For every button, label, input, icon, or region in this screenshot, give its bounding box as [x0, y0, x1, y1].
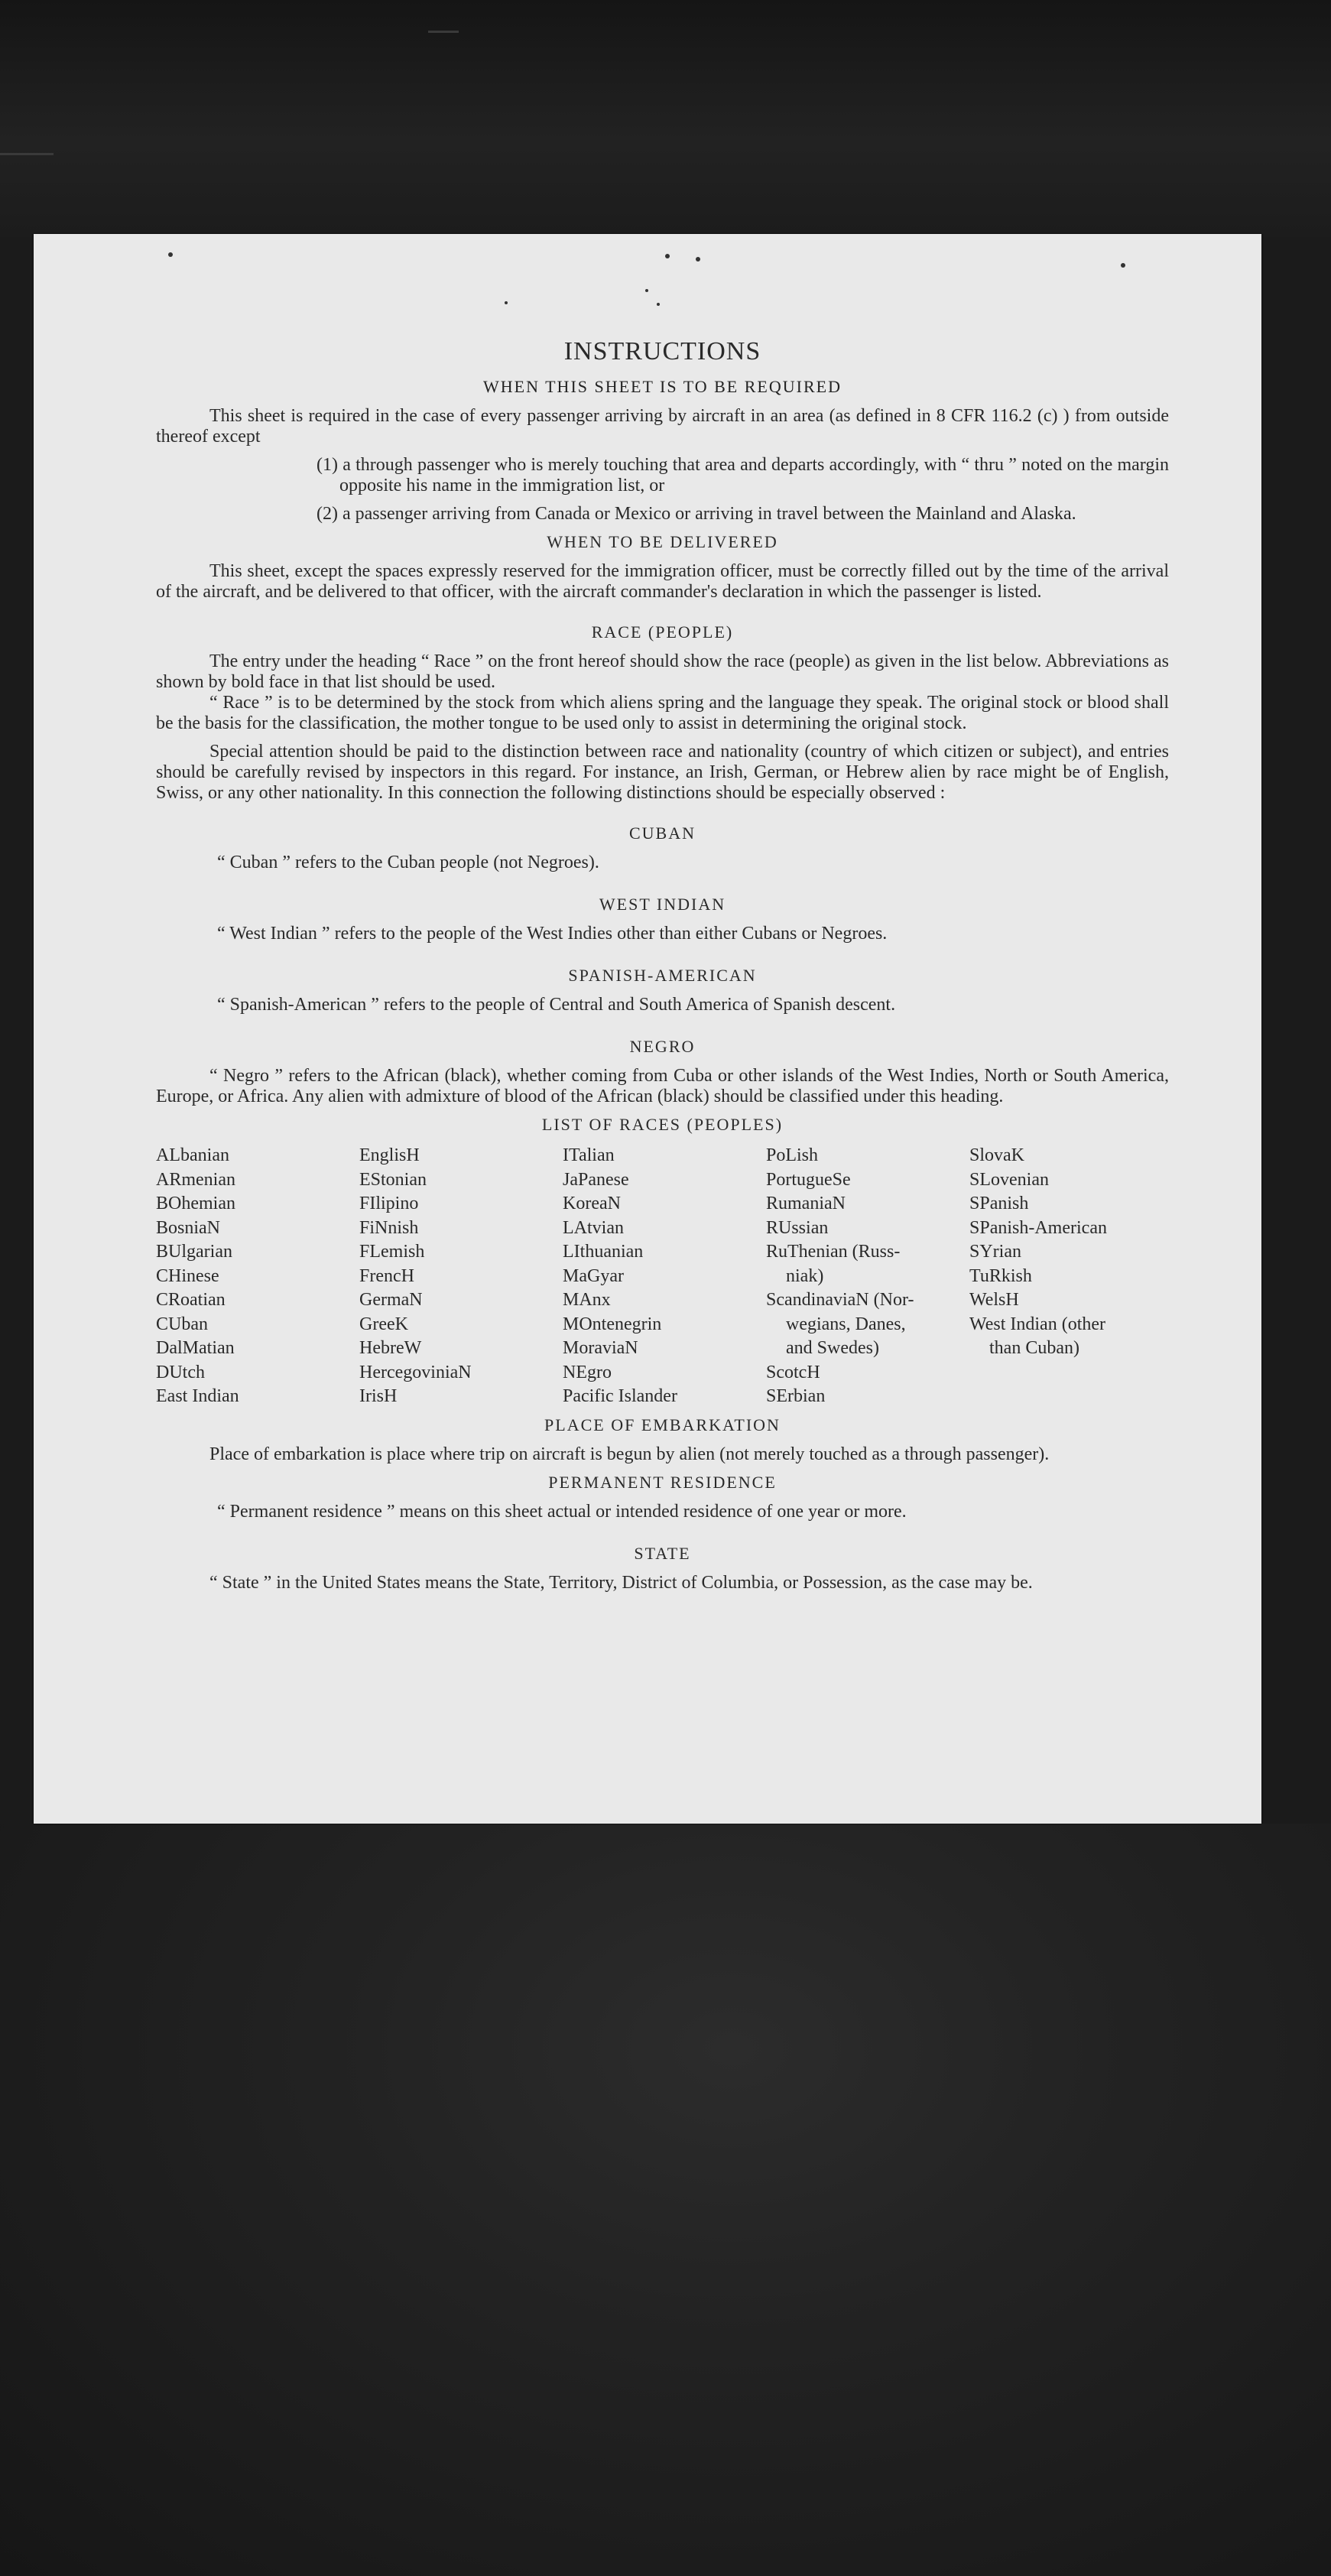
race-list-item: PoLish: [766, 1145, 819, 1165]
speck: [665, 254, 670, 258]
race-list-item: CRoatian: [156, 1290, 226, 1310]
race-list-item: HercegoviniaN: [359, 1362, 472, 1382]
race-list-item: ITalian: [563, 1145, 615, 1165]
race-list-item: BosniaN: [156, 1217, 220, 1238]
race-list-item: JaPanese: [563, 1169, 629, 1190]
race-list-item: HebreW: [359, 1338, 422, 1358]
race-list-item: ScotcH: [766, 1362, 820, 1382]
race-list-item: MOntenegrin: [563, 1314, 662, 1334]
west-indian-text: “ West Indian ” refers to the people of the West Indies other than either Cubans or Negroes.: [217, 924, 888, 944]
heading-embarkation: PLACE OF EMBARKATION: [544, 1415, 781, 1434]
race-list-item: MAnx: [563, 1290, 611, 1310]
race-list-item: DalMatian: [156, 1338, 235, 1358]
page-title: INSTRUCTIONS: [563, 337, 761, 365]
state-text: “ State ” in the United States means the State, Territory, District of Columbia, or Possession, as the case may be.: [209, 1572, 1033, 1593]
race-list-item: WelsH: [969, 1290, 1019, 1310]
race-list-item: Pacific Islander: [563, 1386, 677, 1406]
race-list-item: wegians, Danes,: [786, 1314, 906, 1334]
race-paragraph-1: The entry under the heading “ Race ” on the front hereof should show the race (people) as given in the list below. Abbreviations as shown by bold face in that list should be used.: [156, 651, 1169, 692]
race-list-item: MoraviaN: [563, 1338, 638, 1358]
race-list-item: DUtch: [156, 1362, 205, 1382]
race-list-item: GreeK: [359, 1314, 408, 1334]
speck: [645, 289, 648, 292]
race-list-item: SPanish-American: [969, 1217, 1107, 1238]
heading-race: RACE (PEOPLE): [591, 622, 734, 642]
heading-spanish-american: SPANISH-AMERICAN: [568, 966, 757, 985]
cuban-text: “ Cuban ” refers to the Cuban people (not Negroes).: [217, 853, 599, 872]
heading-state: STATE: [634, 1543, 691, 1563]
instruction-sheet: [34, 234, 1261, 1824]
permanent-residence-text: “ Permanent residence ” means on this sheet actual or intended residence of one year or more.: [217, 1501, 907, 1522]
race-list-item: LAtvian: [563, 1217, 624, 1238]
race-list-item: FrencH: [359, 1265, 414, 1286]
race-list-item: BOhemian: [156, 1194, 235, 1213]
film-scratch: [428, 31, 459, 33]
race-list-item: West Indian (other: [969, 1314, 1106, 1334]
race-list-item: RumaniaN: [766, 1194, 846, 1213]
race-list-item: FIlipino: [359, 1194, 419, 1213]
embarkation-text: Place of embarkation is place where trip on aircraft is begun by alien (not merely touched as a through passenger).: [209, 1444, 1050, 1464]
heading-race-list: LIST OF RACES (PEOPLES): [541, 1115, 784, 1134]
race-list-item: and Swedes): [786, 1338, 879, 1358]
race-list-item: FLemish: [359, 1242, 425, 1262]
race-list-item: ScandinaviaN (Nor-: [766, 1290, 914, 1310]
race-list-item: SLovenian: [969, 1169, 1049, 1190]
race-list-item: SlovaK: [969, 1145, 1024, 1165]
speck: [168, 252, 173, 257]
heading-cuban: CUBAN: [628, 823, 696, 843]
race-list-item: CUban: [156, 1314, 208, 1334]
race-paragraph-3: Special attention should be paid to the distinction between race and nationality (country of which citizen or subject), and entries should be carefully revised by inspectors in this regard. For instance, an Irish, German, or Hebrew alien by race might be of English, Swiss, or any other nationality. In this connection the following distinctions should be especially observed :: [156, 742, 1169, 803]
speck: [1121, 263, 1125, 268]
when-delivered-text: This sheet, except the spaces expressly reserved for the immigration officer, must be correctly filled out by the time of the arrival of the aircraft, and be delivered to that officer, with the aircraft commander's declaration in which the passenger is listed.: [156, 561, 1169, 602]
film-scratch: [0, 153, 54, 155]
race-list-item: CHinese: [156, 1265, 219, 1286]
race-list-item: EStonian: [359, 1169, 427, 1190]
exception-item-1: (1) a through passenger who is merely touching that area and departs accordingly, with “ thru ” noted on the margin opposite his name in the immigration list, or: [317, 455, 1169, 495]
race-list-item: KoreaN: [563, 1194, 621, 1213]
race-list-item: ARmenian: [156, 1169, 235, 1190]
negro-text: “ Negro ” refers to the African (black), whether coming from Cuba or other islands of the West Indies, North or South America, Europe, or Africa. Any alien with admixture of blood of the African (black) should be classified under this heading.: [156, 1066, 1169, 1106]
speck: [657, 303, 660, 306]
race-list-item: GermaN: [359, 1290, 423, 1310]
heading-negro: NEGRO: [629, 1037, 696, 1056]
race-list-item: NEgro: [563, 1362, 612, 1382]
race-list-item: FiNnish: [359, 1217, 419, 1238]
race-list-item: than Cuban): [989, 1338, 1079, 1358]
race-list-item: IrisH: [359, 1386, 398, 1406]
speck: [505, 301, 508, 304]
spanish-american-text: “ Spanish-American ” refers to the people of Central and South America of Spanish descent.: [217, 995, 896, 1015]
heading-west-indian: WEST INDIAN: [599, 895, 726, 914]
race-list-item: MaGyar: [563, 1265, 624, 1286]
race-list-item: PortugueSe: [766, 1169, 851, 1190]
race-list-item: [969, 1385, 1173, 1409]
heading-when-required: WHEN THIS SHEET IS TO BE REQUIRED: [483, 377, 842, 396]
race-list-item: BUlgarian: [156, 1242, 232, 1262]
heading-permanent-residence: PERMANENT RESIDENCE: [548, 1472, 777, 1492]
race-list-item: East Indian: [156, 1386, 239, 1406]
exception-item-2: (2) a passenger arriving from Canada or Mexico or arriving in travel between the Mainland and Alaska.: [317, 504, 1076, 524]
race-list-item: SPanish: [969, 1194, 1029, 1213]
race-list-item: niak): [786, 1265, 824, 1286]
race-list-table: [156, 1144, 1169, 1409]
film-background-bottom: [0, 1824, 1331, 2576]
speck: [696, 257, 700, 261]
film-background-top: [0, 0, 1331, 237]
race-list-item: ALbanian: [156, 1145, 229, 1165]
race-list-item: SYrian: [969, 1242, 1021, 1262]
when-required-intro: This sheet is required in the case of every passenger arriving by aircraft in an area (as defined in 8 CFR 116.2 (c) ) from outside thereof except: [156, 406, 1169, 447]
race-list-item: EnglisH: [359, 1145, 420, 1165]
race-list-item: RUssian: [766, 1217, 829, 1238]
race-paragraph-2: “ Race ” is to be determined by the stock from which aliens spring and the language they speak. The original stock or blood shall be the basis for the classification, the mother tongue to be used only to assist in determining the original stock.: [156, 693, 1169, 733]
race-list-item: RuThenian (Russ-: [766, 1242, 901, 1262]
race-list-item: LIthuanian: [563, 1242, 644, 1262]
race-list-item: [969, 1361, 1173, 1385]
heading-when-delivered: WHEN TO BE DELIVERED: [547, 532, 778, 551]
race-list-item: TuRkish: [969, 1265, 1032, 1286]
race-list-item: SErbian: [766, 1386, 826, 1406]
instructions-body: [156, 337, 1169, 1593]
